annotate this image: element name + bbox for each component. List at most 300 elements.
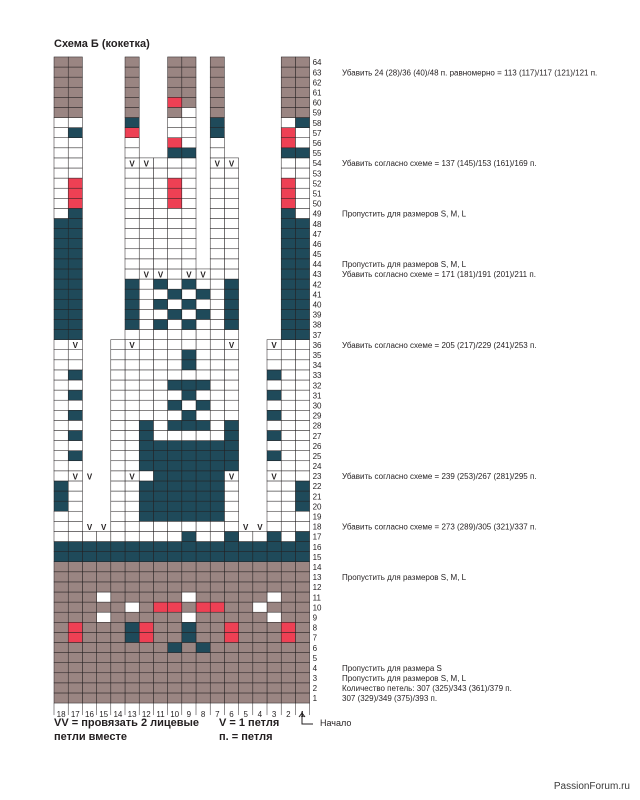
row-number: 26	[312, 441, 322, 451]
chart-cell	[168, 410, 182, 420]
chart-cell	[125, 441, 139, 451]
row-number: 17	[312, 532, 322, 542]
chart-cell	[168, 299, 182, 309]
chart-cell	[224, 521, 238, 531]
chart-cell	[125, 249, 139, 259]
chart-cell	[54, 451, 68, 461]
chart-cell	[239, 562, 253, 572]
chart-cell	[253, 653, 267, 663]
chart-cell	[168, 168, 182, 178]
chart-cell	[182, 531, 196, 541]
chart-cell	[168, 269, 182, 279]
chart-cell	[267, 622, 281, 632]
chart-cell	[82, 663, 96, 673]
chart-cell	[182, 592, 196, 602]
chart-cell	[97, 693, 111, 703]
row-number: 7	[312, 633, 318, 643]
chart-cell	[281, 229, 295, 239]
chart-cell	[54, 97, 68, 107]
chart-cell	[239, 622, 253, 632]
chart-cell	[54, 602, 68, 612]
chart-cell	[168, 632, 182, 642]
chart-cell	[239, 653, 253, 663]
chart-cell	[82, 542, 96, 552]
chart-cell	[54, 481, 68, 491]
chart-cell	[125, 289, 139, 299]
chart-cell	[54, 188, 68, 198]
chart-cell	[281, 400, 295, 410]
chart-cell	[153, 360, 167, 370]
chart-cell	[68, 370, 82, 380]
chart-cell	[210, 107, 224, 117]
chart-cell	[224, 653, 238, 663]
chart-cell	[182, 97, 196, 107]
chart-cell	[224, 501, 238, 511]
chart-cell	[267, 653, 281, 663]
chart-cell	[168, 138, 182, 148]
row-number: 62	[312, 78, 322, 88]
chart-cell	[82, 562, 96, 572]
chart-cell	[153, 299, 167, 309]
chart-cell	[196, 309, 210, 319]
chart-cell	[125, 309, 139, 319]
chart-cell	[224, 208, 238, 218]
chart-cell	[97, 542, 111, 552]
chart-cell	[196, 350, 210, 360]
chart-cell	[224, 602, 238, 612]
chart-cell	[68, 97, 82, 107]
chart-cell	[125, 380, 139, 390]
chart-cell	[182, 451, 196, 461]
chart-cell	[111, 491, 125, 501]
row-number: 27	[312, 431, 322, 441]
row-number: 43	[312, 270, 322, 280]
chart-cell	[182, 612, 196, 622]
chart-cell	[210, 239, 224, 249]
chart-cell	[295, 259, 309, 269]
chart-cell	[295, 148, 309, 158]
row-number: 57	[312, 128, 322, 138]
chart-cell	[153, 471, 167, 481]
chart-cell	[168, 531, 182, 541]
chart-cell	[139, 673, 153, 683]
chart-cell	[295, 168, 309, 178]
row-number: 54	[312, 159, 322, 169]
chart-cell	[295, 542, 309, 552]
chart-cell	[54, 208, 68, 218]
chart-cell	[168, 198, 182, 208]
chart-cell	[295, 673, 309, 683]
chart-cell	[139, 491, 153, 501]
chart-cell	[267, 552, 281, 562]
chart-cell	[210, 572, 224, 582]
chart-cell	[139, 562, 153, 572]
chart-cell	[210, 128, 224, 138]
chart-cell	[168, 461, 182, 471]
chart-cell	[281, 471, 295, 481]
chart-cell	[210, 168, 224, 178]
chart-cell	[196, 572, 210, 582]
chart-cell	[97, 673, 111, 683]
chart-cell	[295, 158, 309, 168]
chart-cell	[54, 653, 68, 663]
chart-cell	[68, 501, 82, 511]
chart-cell	[139, 653, 153, 663]
decrease-mark: V	[129, 472, 135, 482]
chart-cell	[125, 57, 139, 67]
chart-cell	[182, 653, 196, 663]
chart-cell	[54, 441, 68, 451]
row-number: 6	[312, 643, 318, 653]
chart-cell	[210, 420, 224, 430]
chart-cell	[281, 158, 295, 168]
chart-cell	[68, 673, 82, 683]
chart-cell	[281, 350, 295, 360]
chart-cell	[182, 239, 196, 249]
chart-cell	[168, 471, 182, 481]
chart-cell	[68, 107, 82, 117]
column-number: 12	[141, 710, 151, 720]
chart-cell	[54, 87, 68, 97]
chart-cell	[68, 552, 82, 562]
chart-cell	[68, 148, 82, 158]
chart-cell	[182, 582, 196, 592]
chart-cell	[239, 683, 253, 693]
chart-cell	[196, 420, 210, 430]
chart-cell	[253, 693, 267, 703]
chart-cell	[210, 97, 224, 107]
column-number: 4	[257, 710, 263, 720]
chart-cell	[196, 461, 210, 471]
row-number: 4	[312, 663, 318, 673]
chart-cell	[139, 410, 153, 420]
chart-cell	[68, 572, 82, 582]
row-note: Пропустить для размеров S, M, L	[342, 674, 467, 684]
chart-cell	[295, 683, 309, 693]
chart-cell	[224, 430, 238, 440]
row-number: 12	[312, 583, 322, 593]
column-number: 5	[243, 710, 248, 720]
chart-cell	[168, 319, 182, 329]
chart-cell	[210, 148, 224, 158]
legend-v	[219, 716, 279, 744]
chart-cell	[125, 299, 139, 309]
chart-cell	[210, 259, 224, 269]
chart-cell	[97, 663, 111, 673]
chart-cell	[82, 642, 96, 652]
chart-cell	[182, 188, 196, 198]
chart-cell	[111, 612, 125, 622]
chart-cell	[125, 208, 139, 218]
chart-cell	[125, 451, 139, 461]
chart-cell	[281, 97, 295, 107]
decrease-mark: V	[271, 341, 277, 351]
chart-cell	[295, 370, 309, 380]
chart-cell	[68, 330, 82, 340]
chart-cell	[239, 572, 253, 582]
chart-cell	[139, 501, 153, 511]
chart-cell	[210, 118, 224, 128]
chart-cell	[54, 471, 68, 481]
chart-cell	[182, 673, 196, 683]
row-number: 61	[312, 88, 322, 98]
row-number: 56	[312, 139, 322, 149]
chart-cell	[281, 501, 295, 511]
chart-cell	[111, 632, 125, 642]
chart-cell	[68, 400, 82, 410]
column-number: 2	[286, 710, 291, 720]
chart-cell	[224, 481, 238, 491]
row-number: 48	[312, 219, 322, 229]
chart-cell	[168, 441, 182, 451]
chart-cell	[295, 107, 309, 117]
row-number: 1	[312, 694, 318, 704]
chart-cell	[125, 562, 139, 572]
chart-cell	[54, 683, 68, 693]
chart-cell	[267, 501, 281, 511]
row-number: 51	[312, 189, 322, 199]
chart-cell	[125, 410, 139, 420]
chart-cell	[139, 309, 153, 319]
chart-cell	[153, 420, 167, 430]
chart-cell	[210, 400, 224, 410]
chart-cell	[182, 229, 196, 239]
chart-cell	[111, 642, 125, 652]
chart-cell	[281, 602, 295, 612]
decrease-mark: V	[186, 270, 192, 280]
chart-cell	[54, 128, 68, 138]
chart-cell	[182, 441, 196, 451]
chart-cell	[210, 602, 224, 612]
chart-cell	[68, 208, 82, 218]
legend-v-line1: V = 1 петля	[219, 717, 280, 729]
column-number: 16	[85, 710, 94, 720]
chart-cell	[153, 218, 167, 228]
chart-cell	[210, 441, 224, 451]
chart-cell	[125, 188, 139, 198]
chart-cell	[168, 218, 182, 228]
chart-cell	[153, 279, 167, 289]
chart-cell	[281, 67, 295, 77]
chart-cell	[82, 693, 96, 703]
chart-cell	[82, 582, 96, 592]
chart-cell	[139, 451, 153, 461]
chart-cell	[281, 673, 295, 683]
chart-cell	[168, 572, 182, 582]
chart-cell	[125, 198, 139, 208]
chart-cell	[168, 97, 182, 107]
chart-cell	[153, 451, 167, 461]
chart-cell	[210, 188, 224, 198]
chart-cell	[54, 218, 68, 228]
chart-cell	[125, 531, 139, 541]
row-note: Убавить согласно схеме = 171 (181)/191 (201)/211 п.	[342, 270, 536, 280]
chart-cell	[168, 309, 182, 319]
chart-cell	[182, 390, 196, 400]
chart-cell	[281, 107, 295, 117]
chart-cell	[168, 582, 182, 592]
chart-cell	[111, 562, 125, 572]
chart-cell	[139, 218, 153, 228]
row-number: 24	[312, 462, 322, 472]
legend-vv-line2: петли вместе	[54, 731, 128, 743]
row-number: 31	[312, 391, 322, 401]
chart-cell	[224, 390, 238, 400]
chart-cell	[224, 229, 238, 239]
chart-cell	[54, 249, 68, 259]
chart-cell	[281, 663, 295, 673]
chart-cell	[54, 229, 68, 239]
chart-cell	[182, 319, 196, 329]
chart-cell	[153, 521, 167, 531]
chart-cell	[253, 632, 267, 642]
row-note: Пропустить для размеров S, M, L	[342, 573, 467, 583]
chart-cell	[267, 572, 281, 582]
chart-cell	[281, 491, 295, 501]
chart-cell	[168, 562, 182, 572]
chart-cell	[168, 380, 182, 390]
chart-cell	[139, 511, 153, 521]
chart-cell	[224, 218, 238, 228]
chart-cell	[182, 542, 196, 552]
chart-cell	[182, 562, 196, 572]
chart-cell	[139, 239, 153, 249]
chart-cell	[125, 592, 139, 602]
chart-cell	[168, 612, 182, 622]
chart-cell	[168, 57, 182, 67]
chart-cell	[139, 319, 153, 329]
chart-cell	[239, 612, 253, 622]
chart-cell	[125, 77, 139, 87]
chart-cell	[168, 420, 182, 430]
watermark: PassionForum.ru	[553, 781, 630, 792]
chart-cell	[111, 380, 125, 390]
chart-cell	[196, 501, 210, 511]
chart-cell	[281, 269, 295, 279]
chart-cell	[281, 279, 295, 289]
chart-cell	[210, 612, 224, 622]
chart-cell	[239, 673, 253, 683]
chart-cell	[82, 592, 96, 602]
chart-cell	[153, 168, 167, 178]
chart-cell	[210, 663, 224, 673]
chart-cell	[267, 663, 281, 673]
chart-cell	[97, 622, 111, 632]
chart-cell	[68, 229, 82, 239]
chart-cell	[125, 663, 139, 673]
chart-cell	[168, 239, 182, 249]
chart-cell	[153, 340, 167, 350]
chart-cell	[253, 542, 267, 552]
chart-cell	[281, 77, 295, 87]
chart-cell	[125, 178, 139, 188]
chart-cell	[196, 330, 210, 340]
chart-cell	[210, 380, 224, 390]
chart-cell	[281, 582, 295, 592]
chart-cell	[125, 259, 139, 269]
chart-cell	[68, 198, 82, 208]
chart-cell	[125, 218, 139, 228]
chart-cell	[153, 289, 167, 299]
chart-cell	[125, 572, 139, 582]
chart-cell	[210, 57, 224, 67]
row-note: Убавить согласно схеме = 205 (217)/229 (241)/253 п.	[342, 340, 537, 350]
chart-cell	[295, 128, 309, 138]
chart-cell	[153, 572, 167, 582]
decrease-mark: V	[228, 341, 235, 351]
chart-cell	[68, 158, 82, 168]
chart-cell	[139, 430, 153, 440]
chart-cell	[82, 552, 96, 562]
chart-cell	[168, 552, 182, 562]
chart-cell	[224, 642, 238, 652]
chart-cell	[295, 653, 309, 663]
chart-cell	[182, 622, 196, 632]
chart-cell	[182, 208, 196, 218]
chart-cell	[182, 572, 196, 582]
chart-cell	[224, 269, 238, 279]
column-number: 8	[200, 710, 206, 720]
chart-cell	[54, 612, 68, 622]
chart-cell	[54, 622, 68, 632]
chart-cell	[111, 441, 125, 451]
chart-cell	[196, 622, 210, 632]
chart-cell	[295, 663, 309, 673]
chart-cell	[68, 410, 82, 420]
row-number: 14	[312, 563, 322, 573]
chart-cell	[210, 309, 224, 319]
chart-cell	[182, 461, 196, 471]
chart-cell	[281, 118, 295, 128]
chart-cell	[182, 279, 196, 289]
chart-cell	[224, 673, 238, 683]
chart-cell	[210, 299, 224, 309]
chart-cell	[224, 552, 238, 562]
chart-cell	[54, 178, 68, 188]
chart-cell	[68, 683, 82, 693]
chart-cell	[196, 299, 210, 309]
row-note: Количество петель: 307 (325)/343 (361)/379 п.	[342, 684, 512, 694]
row-number: 2	[312, 684, 318, 694]
chart-cell	[295, 642, 309, 652]
chart-cell	[139, 340, 153, 350]
column-number: 18	[56, 710, 66, 720]
row-number: 63	[312, 68, 322, 78]
chart-cell	[153, 582, 167, 592]
chart-cell	[210, 521, 224, 531]
chart-cell	[111, 481, 125, 491]
decrease-mark: V	[129, 341, 135, 351]
chart-cell	[253, 612, 267, 622]
chart-cell	[97, 642, 111, 652]
chart-cell	[82, 683, 96, 693]
chart-cell	[68, 319, 82, 329]
chart-cell	[68, 521, 82, 531]
chart-cell	[168, 350, 182, 360]
chart-cell	[196, 279, 210, 289]
chart-cell	[224, 441, 238, 451]
chart-cell	[54, 67, 68, 77]
chart-cell	[281, 178, 295, 188]
chart-cell	[295, 430, 309, 440]
chart-cell	[210, 138, 224, 148]
chart-cell	[182, 330, 196, 340]
chart-cell	[295, 380, 309, 390]
chart-cell	[139, 572, 153, 582]
chart-cell	[153, 542, 167, 552]
chart-cell	[54, 521, 68, 531]
chart-cell	[224, 239, 238, 249]
